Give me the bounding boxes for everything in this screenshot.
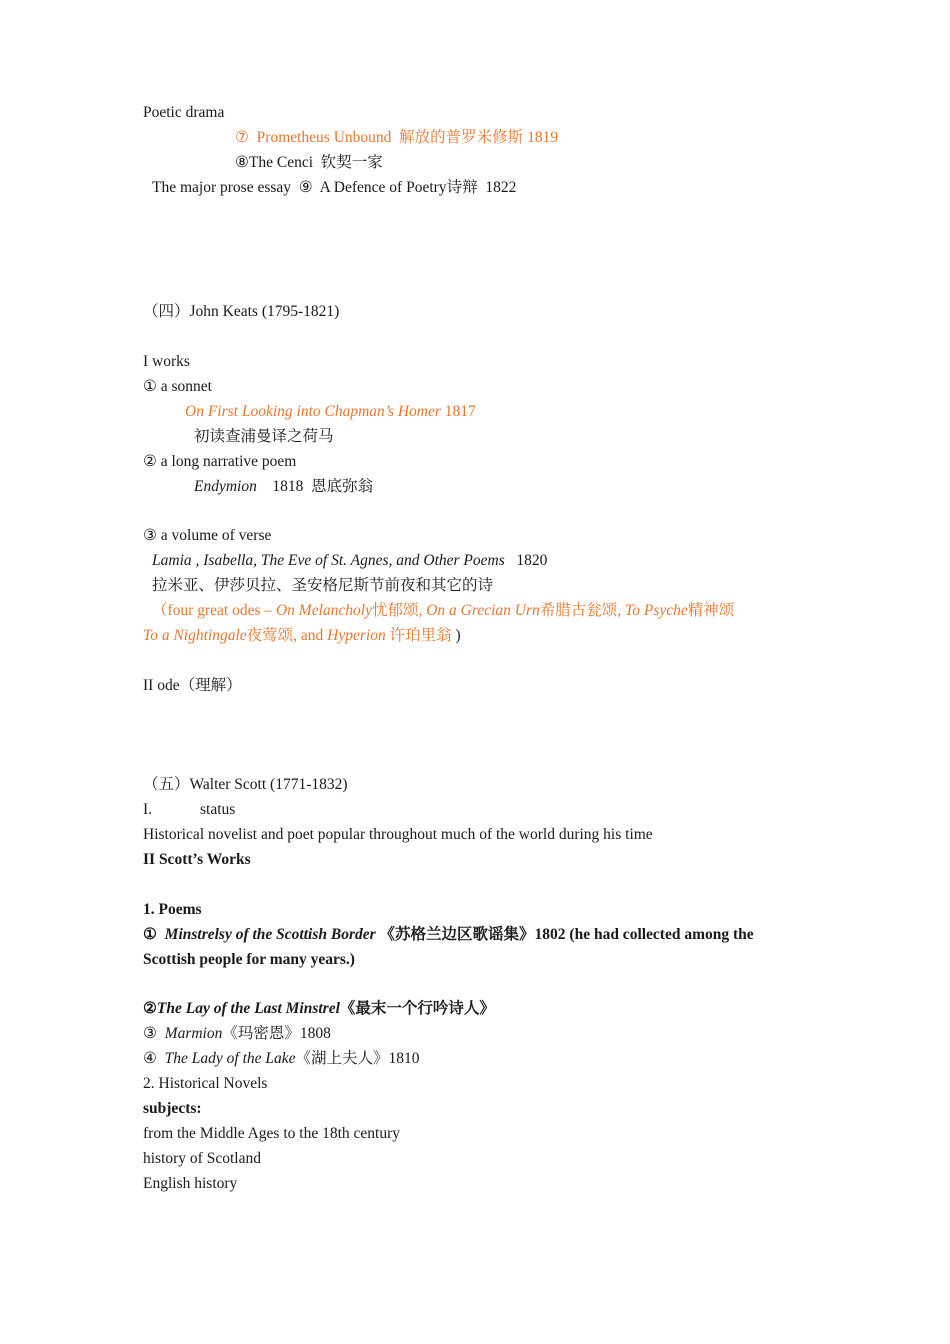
keats-work1-label: ① a sonnet xyxy=(143,378,212,395)
work-the-cenci: ⑧The Cenci 钦契一家 xyxy=(235,154,383,171)
keats-work1-title: On First Looking into Chapman’s Homer 1817 xyxy=(185,403,476,420)
scott-works-heading: II Scott’s Works xyxy=(143,851,251,868)
scott-subject-item: from the Middle Ages to the 18th century xyxy=(143,1125,400,1142)
keats-works-label: I works xyxy=(143,353,190,370)
keats-heading: （四）John Keats (1795-1821) xyxy=(143,303,340,320)
keats-odes-line2: To a Nightingale夜莺颂, and Hyperion 许珀里翁 ) xyxy=(143,627,461,644)
keats-work3-label: ③ a volume of verse xyxy=(143,527,272,544)
scott-poem2: ②The Lay of the Last Minstrel《最末一个行吟诗人》 xyxy=(143,1000,495,1017)
scott-poem4: ④ The Lady of the Lake《湖上夫人》1810 xyxy=(143,1050,420,1067)
scott-subject-item: English history xyxy=(143,1175,238,1192)
keats-work2-title: Endymion 1818 恩底弥翁 xyxy=(194,478,374,495)
keats-work3-title: Lamia , Isabella, The Eve of St. Agnes, and Other Poems 1820 xyxy=(152,552,548,569)
scott-poems-heading: 1. Poems xyxy=(143,901,202,918)
work-defence-of-poetry: The major prose essay ⑨ A Defence of Poetry诗辩 1822 xyxy=(152,179,517,196)
scott-subjects-label: subjects: xyxy=(143,1100,202,1117)
work-prometheus-unbound: ⑦ Prometheus Unbound 解放的普罗米修斯 1819 xyxy=(235,129,559,146)
keats-work3-cn: 拉米亚、伊莎贝拉、圣安格尼斯节前夜和其它的诗 xyxy=(152,577,494,594)
keats-work1-cn: 初读查浦曼译之荷马 xyxy=(194,428,334,445)
scott-poem3: ③ Marmion《玛密恩》1808 xyxy=(143,1025,331,1042)
scott-status-heading: I. status xyxy=(143,801,236,818)
poetic-drama-label: Poetic drama xyxy=(143,104,225,121)
scott-poem1-line1: ① Minstrelsy of the Scottish Border 《苏格兰边区歌谣集》1802 (he had collected among the xyxy=(143,926,754,943)
scott-heading: （五）Walter Scott (1771-1832) xyxy=(143,776,348,793)
scott-status-text: Historical novelist and poet popular throughout much of the world during his time xyxy=(143,826,653,843)
keats-ode-section: II ode（理解） xyxy=(143,677,242,694)
keats-odes-line1: （four great odes – On Melancholy忧郁颂, On a Grecian Urn希腊古瓮颂, To Psyche精神颂 xyxy=(152,602,735,619)
scott-subject-item: history of Scotland xyxy=(143,1150,261,1167)
keats-work2-label: ② a long narrative poem xyxy=(143,453,297,470)
scott-poem1-line2: Scottish people for many years.) xyxy=(143,951,355,968)
scott-novels-heading: 2. Historical Novels xyxy=(143,1075,268,1092)
